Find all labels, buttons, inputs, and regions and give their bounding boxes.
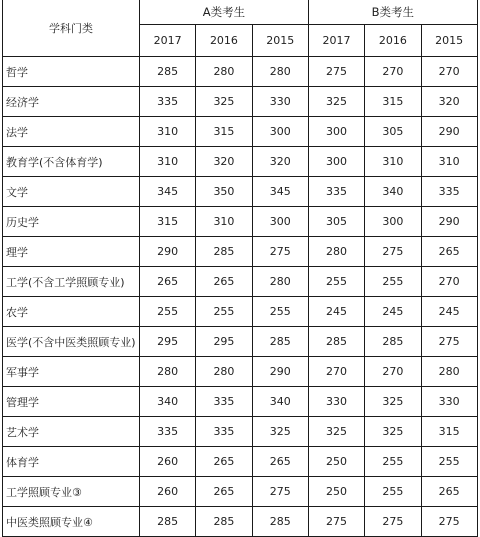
score-cell: 285 <box>252 507 308 537</box>
score-cell: 280 <box>196 57 252 87</box>
group-a-header: A类考生 <box>140 0 309 25</box>
score-cell: 285 <box>140 57 196 87</box>
score-cell: 335 <box>140 87 196 117</box>
year-header: 2016 <box>196 25 252 57</box>
score-cell: 295 <box>140 327 196 357</box>
score-cell: 285 <box>308 327 364 357</box>
table-row <box>3 417 478 447</box>
score-cell: 310 <box>365 147 421 177</box>
table-row <box>3 297 478 327</box>
score-cell: 340 <box>365 177 421 207</box>
row-category-name: 教育学(不含体育学) <box>3 147 140 177</box>
table-row <box>3 57 478 87</box>
score-cell: 265 <box>140 267 196 297</box>
score-cell: 250 <box>308 447 364 477</box>
header-row-groups <box>3 0 478 25</box>
score-cell: 255 <box>365 447 421 477</box>
score-cell: 290 <box>421 117 477 147</box>
score-cell: 290 <box>421 207 477 237</box>
score-cell: 315 <box>140 207 196 237</box>
score-cell: 310 <box>196 207 252 237</box>
score-cell: 280 <box>196 357 252 387</box>
score-cell: 320 <box>252 147 308 177</box>
score-cell: 285 <box>365 327 421 357</box>
score-cell: 300 <box>308 147 364 177</box>
row-category-name: 历史学 <box>3 207 140 237</box>
table-row <box>3 207 478 237</box>
score-cell: 255 <box>365 267 421 297</box>
score-cell: 330 <box>421 387 477 417</box>
table-row <box>3 87 478 117</box>
score-cell: 280 <box>308 237 364 267</box>
score-cell: 255 <box>365 477 421 507</box>
score-cell: 250 <box>308 477 364 507</box>
year-header: 2017 <box>140 25 196 57</box>
score-cell: 325 <box>308 417 364 447</box>
row-category-name: 经济学 <box>3 87 140 117</box>
row-category-name: 工学照顾专业③ <box>3 477 140 507</box>
row-category-name: 军事学 <box>3 357 140 387</box>
score-cell: 325 <box>365 417 421 447</box>
score-cell: 255 <box>252 297 308 327</box>
score-cell: 315 <box>421 417 477 447</box>
year-header: 2015 <box>421 25 477 57</box>
score-cell: 345 <box>252 177 308 207</box>
row-category-name: 农学 <box>3 297 140 327</box>
score-cell: 295 <box>196 327 252 357</box>
row-category-name: 文学 <box>3 177 140 207</box>
score-cell: 330 <box>252 87 308 117</box>
table-row <box>3 507 478 537</box>
score-cell: 310 <box>421 147 477 177</box>
score-cell: 280 <box>252 57 308 87</box>
score-cell: 270 <box>365 57 421 87</box>
score-cell: 285 <box>140 507 196 537</box>
score-cell: 245 <box>365 297 421 327</box>
score-cell: 345 <box>140 177 196 207</box>
score-cell: 305 <box>308 207 364 237</box>
score-cell: 325 <box>252 417 308 447</box>
score-cell: 335 <box>421 177 477 207</box>
score-cell: 280 <box>252 267 308 297</box>
row-category-name: 艺术学 <box>3 417 140 447</box>
score-cell: 275 <box>252 477 308 507</box>
score-cell: 255 <box>196 297 252 327</box>
score-cell: 300 <box>365 207 421 237</box>
table-row <box>3 387 478 417</box>
score-cell: 325 <box>308 87 364 117</box>
table-row <box>3 357 478 387</box>
score-cell: 275 <box>308 57 364 87</box>
score-cell: 275 <box>365 237 421 267</box>
score-cell: 260 <box>140 447 196 477</box>
score-cell: 275 <box>421 507 477 537</box>
score-cell: 350 <box>196 177 252 207</box>
score-cell: 260 <box>140 477 196 507</box>
score-cell: 310 <box>140 117 196 147</box>
score-cell: 265 <box>196 477 252 507</box>
score-cell: 270 <box>365 357 421 387</box>
year-header: 2015 <box>252 25 308 57</box>
score-cell: 275 <box>365 507 421 537</box>
score-cell: 265 <box>196 267 252 297</box>
score-table <box>2 0 478 537</box>
row-category-name: 法学 <box>3 117 140 147</box>
score-cell: 280 <box>140 357 196 387</box>
table-row <box>3 267 478 297</box>
score-cell: 270 <box>421 267 477 297</box>
score-cell: 340 <box>252 387 308 417</box>
table-row <box>3 237 478 267</box>
score-cell: 275 <box>308 507 364 537</box>
row-category-name: 哲学 <box>3 57 140 87</box>
score-cell: 290 <box>252 357 308 387</box>
score-cell: 340 <box>140 387 196 417</box>
year-header: 2017 <box>308 25 364 57</box>
score-cell: 325 <box>365 387 421 417</box>
score-cell: 290 <box>140 237 196 267</box>
score-cell: 265 <box>421 477 477 507</box>
score-cell: 265 <box>252 447 308 477</box>
score-cell: 315 <box>196 117 252 147</box>
score-cell: 335 <box>196 387 252 417</box>
year-header: 2016 <box>365 25 421 57</box>
row-category-name: 医学(不含中医类照顾专业) <box>3 327 140 357</box>
score-cell: 325 <box>196 87 252 117</box>
score-cell: 265 <box>421 237 477 267</box>
score-cell: 300 <box>308 117 364 147</box>
score-cell: 315 <box>365 87 421 117</box>
score-cell: 285 <box>196 507 252 537</box>
row-category-name: 中医类照顾专业④ <box>3 507 140 537</box>
table-row <box>3 117 478 147</box>
row-category-name: 体育学 <box>3 447 140 477</box>
score-cell: 320 <box>196 147 252 177</box>
score-cell: 285 <box>196 237 252 267</box>
score-cell: 245 <box>421 297 477 327</box>
table-row <box>3 477 478 507</box>
score-cell: 320 <box>421 87 477 117</box>
score-cell: 245 <box>308 297 364 327</box>
score-cell: 280 <box>421 357 477 387</box>
score-cell: 275 <box>252 237 308 267</box>
row-category-name: 理学 <box>3 237 140 267</box>
score-cell: 265 <box>196 447 252 477</box>
row-category-name: 工学(不含工学照顾专业) <box>3 267 140 297</box>
table-row <box>3 177 478 207</box>
score-cell: 270 <box>421 57 477 87</box>
score-cell: 300 <box>252 117 308 147</box>
score-cell: 335 <box>308 177 364 207</box>
score-cell: 255 <box>140 297 196 327</box>
table-body <box>3 57 478 537</box>
group-b-header: B类考生 <box>308 0 477 25</box>
category-header: 学科门类 <box>3 0 140 57</box>
score-cell: 330 <box>308 387 364 417</box>
score-cell: 275 <box>421 327 477 357</box>
row-category-name: 管理学 <box>3 387 140 417</box>
score-cell: 305 <box>365 117 421 147</box>
score-cell: 335 <box>196 417 252 447</box>
score-cell: 255 <box>308 267 364 297</box>
table-row <box>3 447 478 477</box>
table-row <box>3 327 478 357</box>
table-row <box>3 147 478 177</box>
score-cell: 300 <box>252 207 308 237</box>
score-cell: 255 <box>421 447 477 477</box>
score-cell: 335 <box>140 417 196 447</box>
score-cell: 270 <box>308 357 364 387</box>
score-cell: 310 <box>140 147 196 177</box>
score-cell: 285 <box>252 327 308 357</box>
